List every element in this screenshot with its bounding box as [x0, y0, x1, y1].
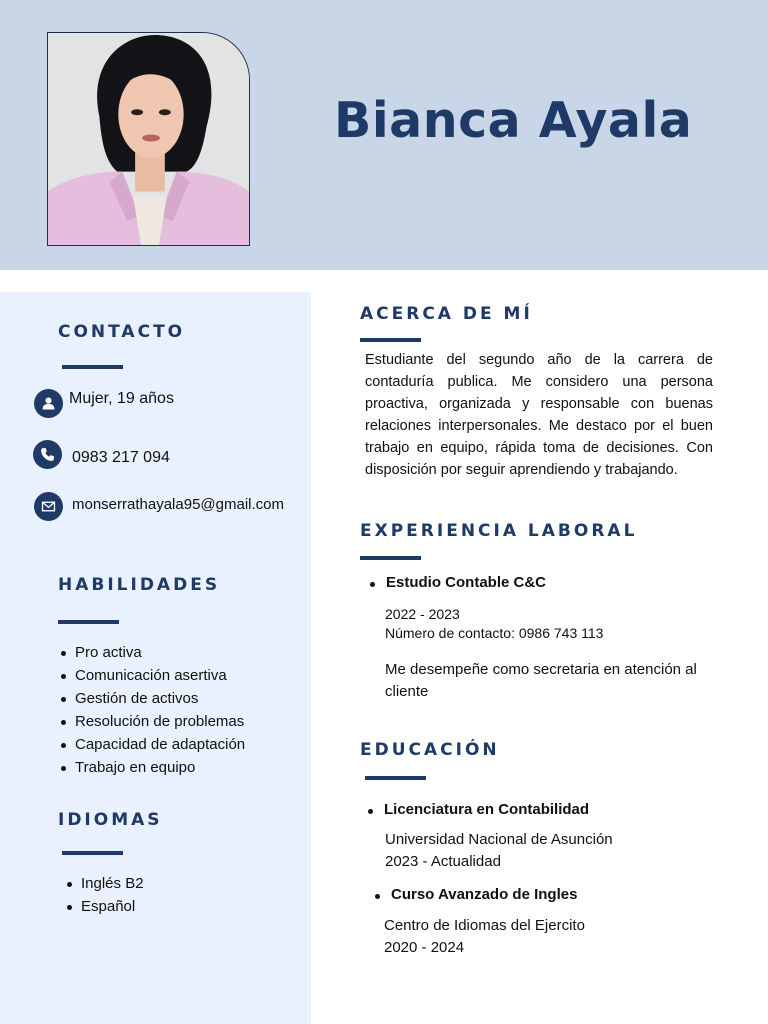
list-item: Trabajo en equipo: [59, 756, 245, 779]
education-institution: Universidad Nacional de Asunción: [385, 831, 613, 848]
experience-title: EXPERIENCIA LABORAL: [360, 521, 638, 541]
contact-title: CONTACTO: [58, 322, 186, 342]
contact-divider: [62, 365, 123, 369]
experience-divider: [360, 556, 421, 560]
education-degree: Licenciatura en Contabilidad: [367, 801, 589, 818]
user-icon: [34, 389, 63, 418]
education-divider: [365, 776, 426, 780]
education-title: EDUCACIÓN: [360, 740, 500, 760]
education-period: 2020 - 2024: [384, 939, 465, 956]
skills-divider: [58, 620, 119, 624]
profile-photo: [47, 32, 250, 246]
education-period: 2023 - Actualidad: [385, 853, 501, 870]
list-item: Inglés B2: [65, 872, 144, 895]
languages-divider: [62, 851, 123, 855]
contact-email[interactable]: monserrathayala95@gmail.com: [72, 496, 284, 513]
list-item: Pro activa: [59, 641, 245, 664]
job-period: 2022 - 2023: [385, 606, 460, 622]
education-institution: Centro de Idiomas del Ejercito: [384, 917, 585, 934]
list-item: Capacidad de adaptación: [59, 733, 245, 756]
job-company: Estudio Contable C&C: [369, 574, 546, 591]
phone-icon: [33, 440, 62, 469]
skills-list: [59, 641, 245, 779]
about-title: ACERCA DE MÍ: [360, 304, 533, 324]
education-degree: Curso Avanzado de Ingles: [374, 886, 577, 903]
candidate-name: Bianca Ayala: [334, 92, 693, 149]
email-icon: [34, 492, 63, 521]
list-item: Español: [65, 895, 144, 918]
list-item: Resolución de problemas: [59, 710, 245, 733]
about-text: Estudiante del segundo año de la carrera de contaduría publica. Me considero una persona proactiva, organizada y responsable con buenas relaciones interpersonales. Me destaco por el buen trabajo en equipo, rápida toma de decisiones. Con disposición por seguir aprendiendo y trabajando.: [365, 352, 713, 478]
job-description: Me desempeñe como secretaria en atención al cliente: [385, 661, 697, 700]
languages-title: IDIOMAS: [58, 810, 163, 830]
about-divider: [360, 338, 421, 342]
languages-list: [65, 872, 144, 918]
list-item: Comunicación asertiva: [59, 664, 245, 687]
contact-gender-age: Mujer, 19 años: [69, 390, 174, 407]
list-item: Gestión de activos: [59, 687, 245, 710]
skills-title: HABILIDADES: [58, 575, 221, 595]
job-contact: Número de contacto: 0986 743 113: [385, 625, 604, 641]
contact-phone[interactable]: 0983 217 094: [72, 449, 170, 466]
